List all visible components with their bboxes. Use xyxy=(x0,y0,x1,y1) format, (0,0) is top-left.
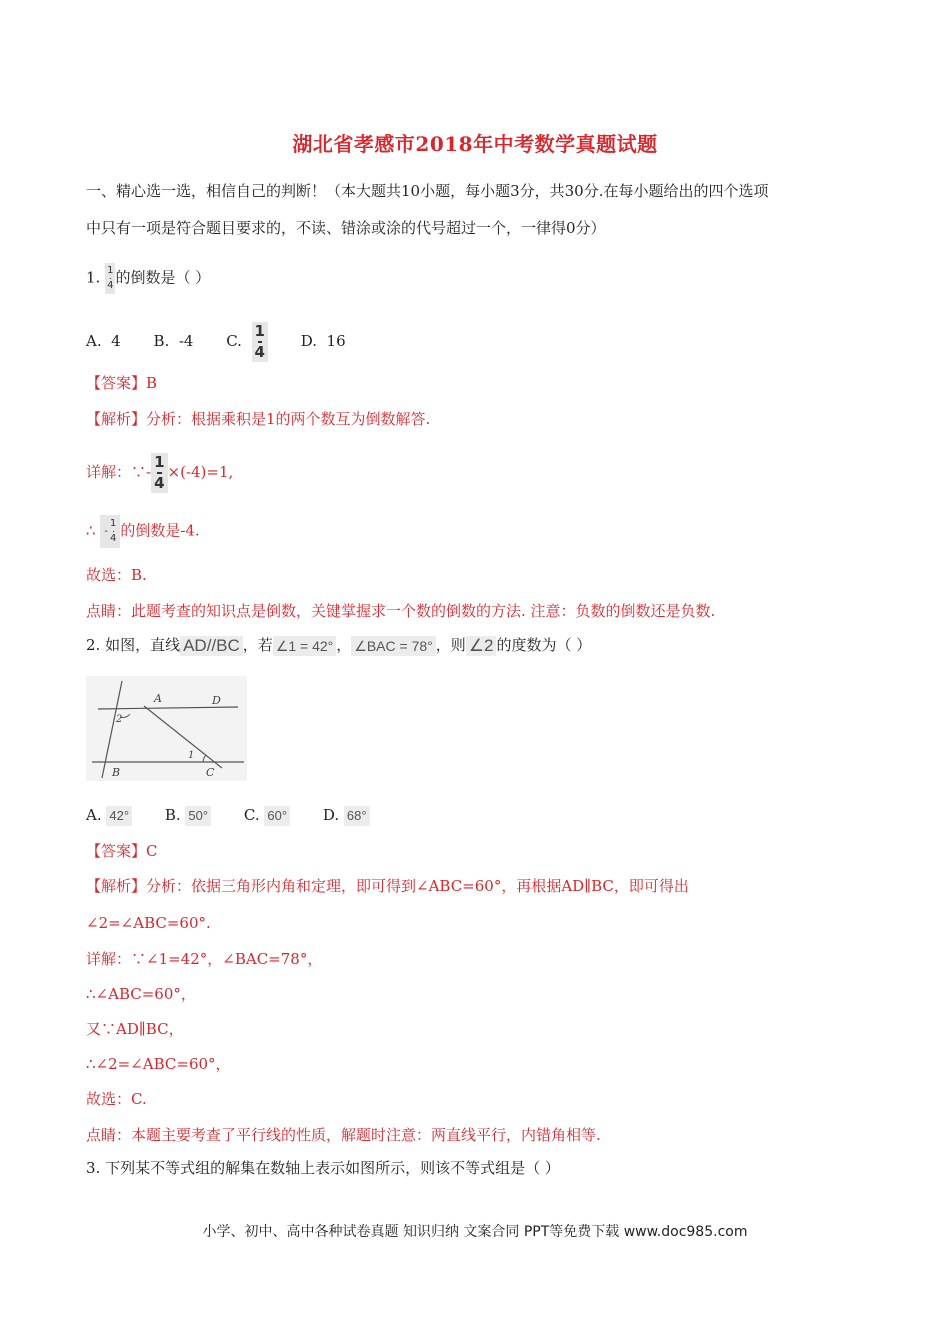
q1-stem xyxy=(86,263,210,294)
q1-option-d: D. 16 xyxy=(300,332,346,350)
q1-option-c-fraction: $\frac{1}{4}$ xyxy=(252,322,268,362)
q2-figure xyxy=(86,676,247,781)
q2-analysis-line2: ∠2=∠ABC=60°. xyxy=(86,914,211,932)
q2-option-c: C. 60° xyxy=(244,804,290,826)
q1-option-a: A. 4 xyxy=(86,332,121,350)
q2-math-angle2: ∠2 xyxy=(466,636,497,656)
q2-step3: ∴∠2=∠ABC=60°， xyxy=(86,1055,231,1073)
page-title: 湖北省孝感市2018年中考数学真题试题 xyxy=(292,132,658,156)
q1-fraction-denominator: 4 xyxy=(107,280,114,291)
q1-analysis: 【解析】分析：根据乘积是1的两个数互为倒数解答. xyxy=(86,410,431,428)
q2-answer: 【答案】C xyxy=(86,842,158,860)
page-footer: 小学、初中、高中各种试卷真题 知识归纳 文案合同 PPT等免费下载 www.doc985.com xyxy=(202,1224,748,1240)
q2-math-parallel: AD//BC xyxy=(180,636,243,656)
q3-stem: 3. 下列某不等式组的解集在数轴上表示如图所示，则该不等式组是（ ） xyxy=(86,1159,560,1177)
figure-label-c: C xyxy=(206,766,215,779)
q2-comment: 点睛：本题主要考查了平行线的性质，解题时注意：两直线平行，内错角相等. xyxy=(86,1126,601,1144)
section-instructions-line2: 中只有一项是符合题目要求的，不读、错涂或涂的代号超过一个，一律得0分） xyxy=(86,219,606,237)
figure-label-angle1: 1 xyxy=(188,750,195,761)
figure-label-angle2: 2 xyxy=(116,714,123,725)
q2-math-angle1: ∠1 = 42° xyxy=(273,636,336,656)
q2-stem: 2. 如图，直线 AD//BC ，若 ∠1 = 42° ， ∠BAC = 78° ，则 ∠2 的度数为（ ） xyxy=(86,636,592,655)
q1-choose: 故选：B. xyxy=(86,566,147,584)
section-instructions-line1: 一、精心选一选，相信自己的判断！（本大题共10小题，每小题3分，共30分.在每小题给出的四个选项 xyxy=(86,182,769,200)
q2-analysis-line1: 【解析】分析：依据三角形内角和定理，即可得到∠ABC=60°，再根据AD∥BC，即可得出 xyxy=(86,877,689,895)
q1-comment: 点睛：此题考查的知识点是倒数，关键掌握求一个数的倒数的方法. 注意：负数的倒数还是负数. xyxy=(86,602,716,620)
q2-options xyxy=(86,804,398,826)
q2-option-d: D. 68° xyxy=(323,804,370,826)
q1-options xyxy=(86,322,374,362)
q1-fraction-numerator: 1 xyxy=(107,265,114,276)
q2-option-b: B. 50° xyxy=(165,804,211,826)
q2-choose: 故选：C. xyxy=(86,1090,147,1108)
q1-therefore-fraction: - $\frac{1}{4}$ xyxy=(100,515,120,548)
q2-detail: 详解：∵∠1=42°，∠BAC=78°， xyxy=(86,950,323,968)
figure-label-d: D xyxy=(212,694,221,707)
q2-step1: ∴∠ABC=60°， xyxy=(86,985,196,1003)
q1-therefore: ∴ - $\frac{1}{4}$ 的倒数是-4. xyxy=(86,515,200,548)
q1-option-b: B. -4 xyxy=(153,332,194,350)
q2-option-a: A. 42° xyxy=(86,804,132,826)
q1-option-c: C. $\frac{1}{4}$ xyxy=(226,322,268,362)
q2-step2: 又∵AD∥BC， xyxy=(86,1020,184,1038)
q2-geometry-diagram xyxy=(86,676,247,781)
figure-label-b: B xyxy=(112,766,121,779)
q1-stem-text: 的倒数是（ ） xyxy=(115,268,211,287)
q1-answer: 【答案】B xyxy=(86,374,158,392)
q2-math-angle-bac: ∠BAC = 78° xyxy=(351,636,435,656)
figure-label-a: A xyxy=(154,692,162,705)
q1-number: 1. xyxy=(86,268,101,287)
q1-detail-fraction: $\frac{1}{4}$ xyxy=(151,453,167,493)
q1-fraction xyxy=(105,263,115,294)
q1-detail: 详解：∵- $\frac{1}{4}$ ×(-4)=1, xyxy=(86,453,234,492)
